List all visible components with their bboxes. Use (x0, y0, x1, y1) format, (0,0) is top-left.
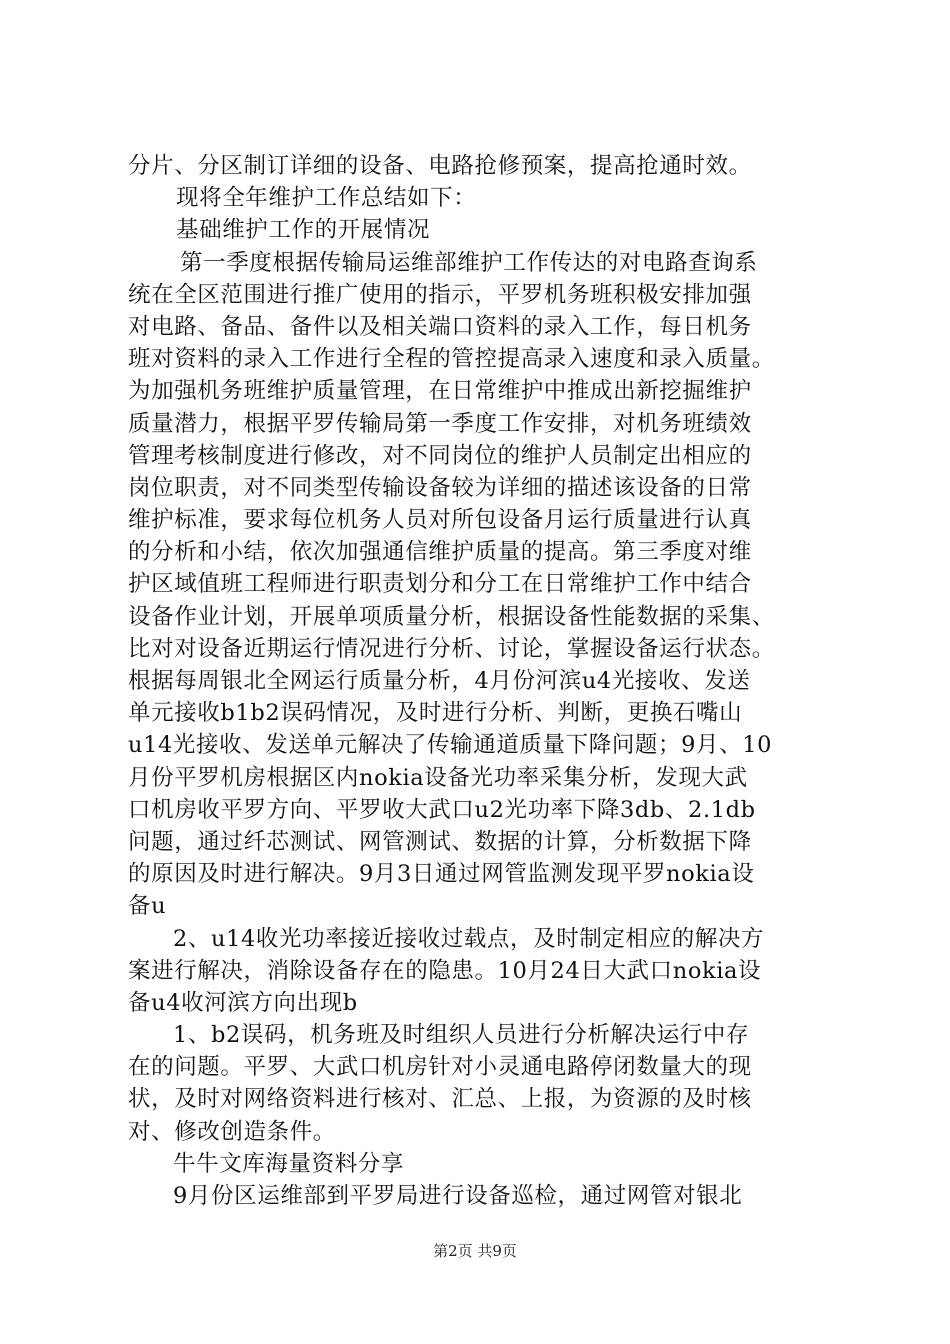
text-line: 为加强机务班维护质量管理，在日常维护中推成出新挖掘维护 (128, 378, 752, 405)
text-line: 的原因及时进行解决。9月3日通过网管监测发现平罗nokia设 (128, 861, 755, 888)
text-line: 1、b2误码，机务班及时组织人员进行分析解决运行中存 (173, 1022, 750, 1049)
text-line: 分片、分区制订详细的设备、电路抢修预案，提高抢通时效。 (128, 153, 752, 179)
text-line: 第一季度根据传输局运维部维护工作传达的对电路查询系 (180, 249, 758, 276)
text-line: 班对资料的录入工作进行全程的管控提高录入速度和录入质量。 (128, 346, 775, 373)
document-body (128, 150, 848, 1212)
text-line: 对电路、备品、备件以及相关端口资料的录入工作，每日机务 (128, 313, 752, 340)
text-line: 案进行解决，消除设备存在的隐患。10月24日大武口nokia设 (128, 957, 762, 984)
text-line: 比对对设备近期运行情况进行分析、讨论，掌握设备运行状态。 (128, 635, 775, 662)
text-line: 单元接收b1b2误码情况，及时进行分析、判断，更换石嘴山 (128, 700, 743, 727)
text-line: 备u (128, 893, 167, 920)
text-line: 状，及时对网络资料进行核对、汇总、上报，为资源的及时核 (128, 1086, 752, 1113)
page-footer: 第2页 共9页 (433, 1242, 517, 1260)
text-line: 根据每周银北全网运行质量分析，4月份河滨u4光接收、发送 (128, 668, 751, 694)
text-line: 2、u14收光功率接近接收过载点，及时制定相应的解决方 (173, 925, 765, 952)
text-line: 问题，通过纤芯测试、网管测试、数据的计算，分析数据下降 (128, 828, 752, 855)
text-line: 设备作业计划，开展单项质量分析，根据设备性能数据的采集、 (128, 603, 775, 630)
text-line: 管理考核制度进行修改，对不同岗位的维护人员制定出相应的 (128, 442, 752, 469)
text-line: 备u4收河滨方向出现b (128, 989, 358, 1016)
text-line: 质量潜力，根据平罗传输局第一季度工作安排，对机务班绩效 (128, 410, 752, 437)
text-line: 在的问题。平罗、大武口机房针对小灵通电路停闭数量大的现 (128, 1054, 752, 1081)
text-line: 现将全年维护工作总结如下： (176, 185, 477, 212)
text-line: 对、修改创造条件。 (128, 1118, 336, 1145)
text-line: 口机房收平罗方向、平罗收大武口u2光功率下降3db、2.1db (128, 796, 756, 823)
text-line: 月份平罗机房根据区内nokia设备光功率采集分析，发现大武 (128, 764, 748, 791)
text-line: 护区域值班工程师进行职责划分和分工在日常维护工作中结合 (128, 571, 752, 598)
text-line: 的分析和小结，依次加强通信维护质量的提高。第三季度对维 (128, 539, 752, 566)
text-line: 维护标准，要求每位机务人员对所包设备月运行质量进行认真 (128, 507, 752, 534)
text-line: 牛牛文库海量资料分享 (173, 1150, 405, 1177)
section-heading: 基础维护工作的开展情况 (176, 217, 431, 244)
text-line: 统在全区范围进行推广使用的指示，平罗机务班积极安排加强 (128, 281, 752, 308)
text-line: 岗位职责，对不同类型传输设备较为详细的描述该设备的日常 (128, 474, 752, 501)
text-line: u14光接收、发送单元解决了传输通道质量下降问题；9月、10 (128, 732, 773, 759)
text-line: 9月份区运维部到平罗局进行设备巡检，通过网管对银北 (173, 1183, 743, 1209)
